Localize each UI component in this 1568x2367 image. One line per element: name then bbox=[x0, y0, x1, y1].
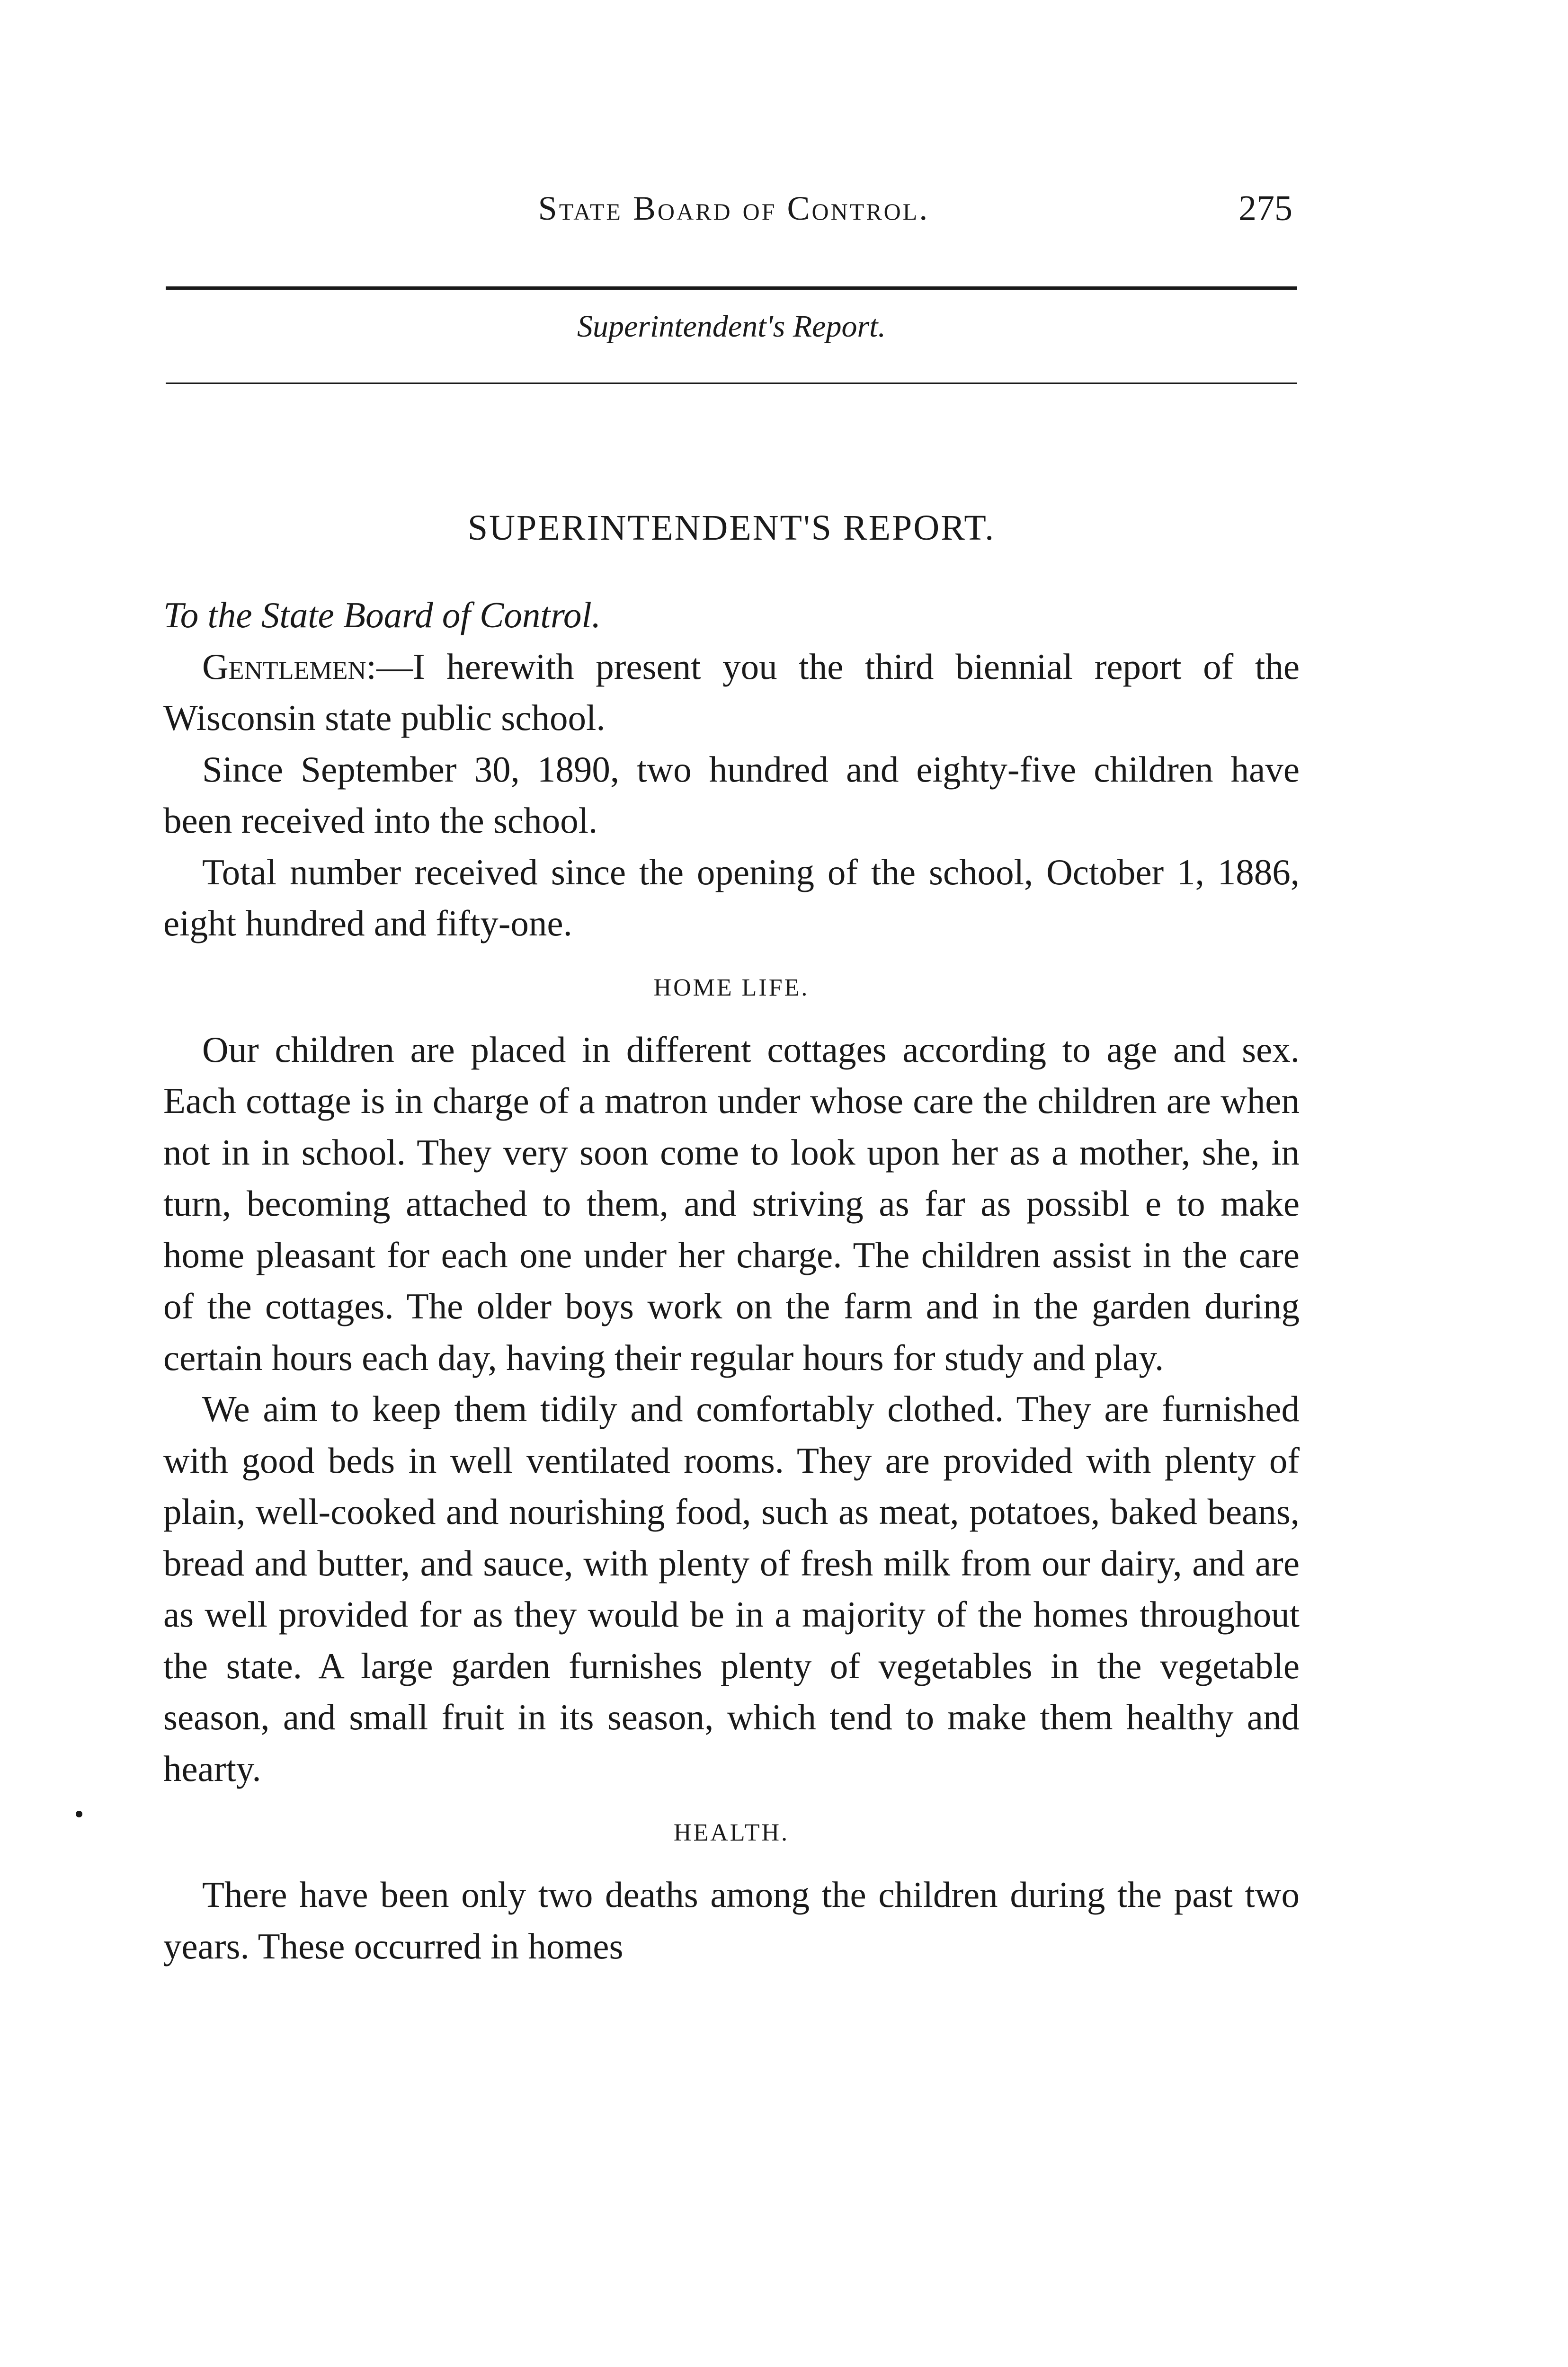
section-heading-home-life: HOME LIFE. bbox=[653, 974, 810, 1001]
header-rule-thin bbox=[166, 383, 1297, 384]
intro-paragraph: Since September 30, 1890, two hundred and eighty-five children have been received into the school. bbox=[163, 748, 1300, 841]
greeting-text: :—I herewith present you the third biennial report of the Wisconsin state public school. bbox=[163, 646, 1300, 738]
report-title: SUPERINTENDENT'S REPORT. bbox=[467, 508, 996, 548]
home-life-paragraph: Our children are placed in different cottages according to age and sex. Each cottage is in charge of a matron under whose care the children are when not in in school. They very soon come to look upon her as a mother, she, in turn, becoming attached to them, and striving as far as possibl e to make home pleasant for each one under her charge. The children assist in the care of the cottages. The older boys work on the farm and in the garden during certain hours each day, having their regular hours for study and play. bbox=[163, 1029, 1300, 1378]
sub-head: Superintendent's Report. bbox=[577, 309, 886, 344]
header-rule-thick bbox=[166, 286, 1297, 290]
greeting-paragraph bbox=[163, 641, 1300, 744]
greeting-lead: Gentlemen bbox=[202, 646, 366, 687]
home-life-paragraph: We aim to keep them tidily and comfortably clothed. They are furnished with good beds in well ventilated rooms. They are provided with plenty of plain, well-cooked and nourishing food, such as meat, potatoes, baked beans, bread and butter, and sauce, with plenty of fresh milk from our dairy, and are as well provided for as they would be in a majority of the homes throughout the state. A large garden furnishes plenty of vegetables in the vegetable season, and small fruit in its season, which tend to make them healthy and hearty. bbox=[163, 1388, 1300, 1789]
body-text bbox=[163, 502, 1300, 1972]
running-head-title bbox=[166, 185, 1302, 232]
health-paragraph: There have been only two deaths among the children during the past two years. These occurred in homes bbox=[163, 1874, 1300, 1967]
page-number: 275 bbox=[1238, 188, 1292, 228]
intro-paragraph: Total number received since the opening of the school, October 1, 1886, eight hundred and fifty-one. bbox=[163, 851, 1300, 943]
running-head-title-text: State Board of Control. bbox=[538, 189, 930, 227]
running-head bbox=[166, 185, 1302, 241]
margin-dot bbox=[76, 1811, 82, 1817]
section-heading-health: HEALTH. bbox=[673, 1819, 790, 1846]
salutation: To the State Board of Control. bbox=[163, 595, 601, 635]
